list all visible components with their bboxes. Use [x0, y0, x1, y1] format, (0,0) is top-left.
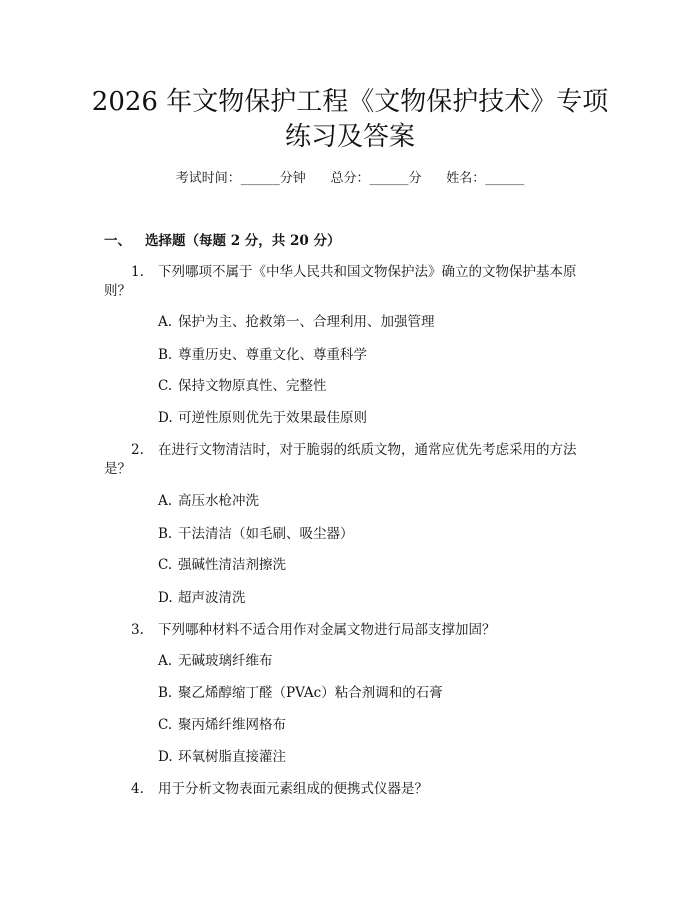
option-label: C. — [158, 378, 173, 394]
exam-info-line: 考试时间：______分钟 总分：______分 姓名：______ — [175, 171, 525, 186]
option-label: D. — [158, 410, 173, 426]
option-b — [158, 684, 443, 702]
option-text: 保持文物原真性、完整性 — [178, 378, 327, 394]
option-d — [158, 748, 286, 766]
option-a — [158, 652, 273, 670]
option-label: C. — [158, 557, 173, 573]
question-number: 3. — [131, 622, 144, 638]
question-text-cont: 是？ — [104, 461, 131, 477]
option-text: 干法清洁（如毛刷、吸尘器） — [178, 526, 354, 542]
option-label: D. — [158, 590, 173, 606]
option-label: B. — [158, 685, 173, 701]
option-a — [158, 492, 259, 510]
question-text-cont: 则？ — [104, 283, 131, 299]
option-d — [158, 589, 246, 607]
option-label: B. — [158, 347, 173, 363]
option-text: 强碱性清洁剂擦洗 — [178, 557, 286, 573]
section-title: 选择题（每题 2 分，共 20 分） — [145, 233, 341, 249]
question-text: 用于分析文物表面元素组成的便携式仪器是？ — [158, 781, 428, 797]
option-text: 超声波清洗 — [178, 590, 246, 606]
option-text: 聚丙烯纤维网格布 — [178, 717, 286, 733]
question-number: 4. — [131, 781, 144, 797]
option-label: C. — [158, 717, 173, 733]
option-text: 高压水枪冲洗 — [178, 493, 259, 509]
option-text: 可逆性原则优先于效果最佳原则 — [178, 410, 367, 426]
option-text: 聚乙烯醇缩丁醛（PVAc）粘合剂调和的石膏 — [178, 685, 443, 701]
option-label: A. — [158, 314, 173, 330]
question-text: 下列哪项不属于《中华人民共和国文物保护法》确立的文物保护基本原 — [158, 264, 577, 280]
question-number: 2. — [131, 442, 144, 458]
document-title-line1: 2026 年文物保护工程《文物保护技术》专项 — [91, 87, 609, 117]
option-b — [158, 525, 354, 543]
option-a — [158, 313, 435, 331]
option-label: B. — [158, 526, 173, 542]
option-text: 尊重历史、尊重文化、尊重科学 — [178, 347, 367, 363]
question-text: 下列哪种材料不适合用作对金属文物进行局部支撑加固？ — [158, 622, 496, 638]
question-number: 1. — [131, 264, 144, 280]
option-label: D. — [158, 749, 173, 765]
document-title-line2: 练习及答案 — [284, 122, 415, 152]
option-c — [158, 377, 327, 395]
option-c — [158, 716, 286, 734]
option-text: 保护为主、抢救第一、合理利用、加强管理 — [178, 314, 435, 330]
question-text: 在进行文物清洁时，对于脆弱的纸质文物，通常应优先考虑采用的方法 — [158, 442, 577, 458]
section-number: 一、 — [104, 233, 131, 249]
option-d — [158, 409, 367, 427]
option-text: 环氧树脂直接灌注 — [178, 749, 286, 765]
section-heading — [104, 232, 340, 250]
option-label: A. — [158, 653, 173, 669]
option-c — [158, 556, 286, 574]
option-text: 无碱玻璃纤维布 — [178, 653, 273, 669]
option-label: A. — [158, 493, 173, 509]
option-b — [158, 346, 367, 364]
